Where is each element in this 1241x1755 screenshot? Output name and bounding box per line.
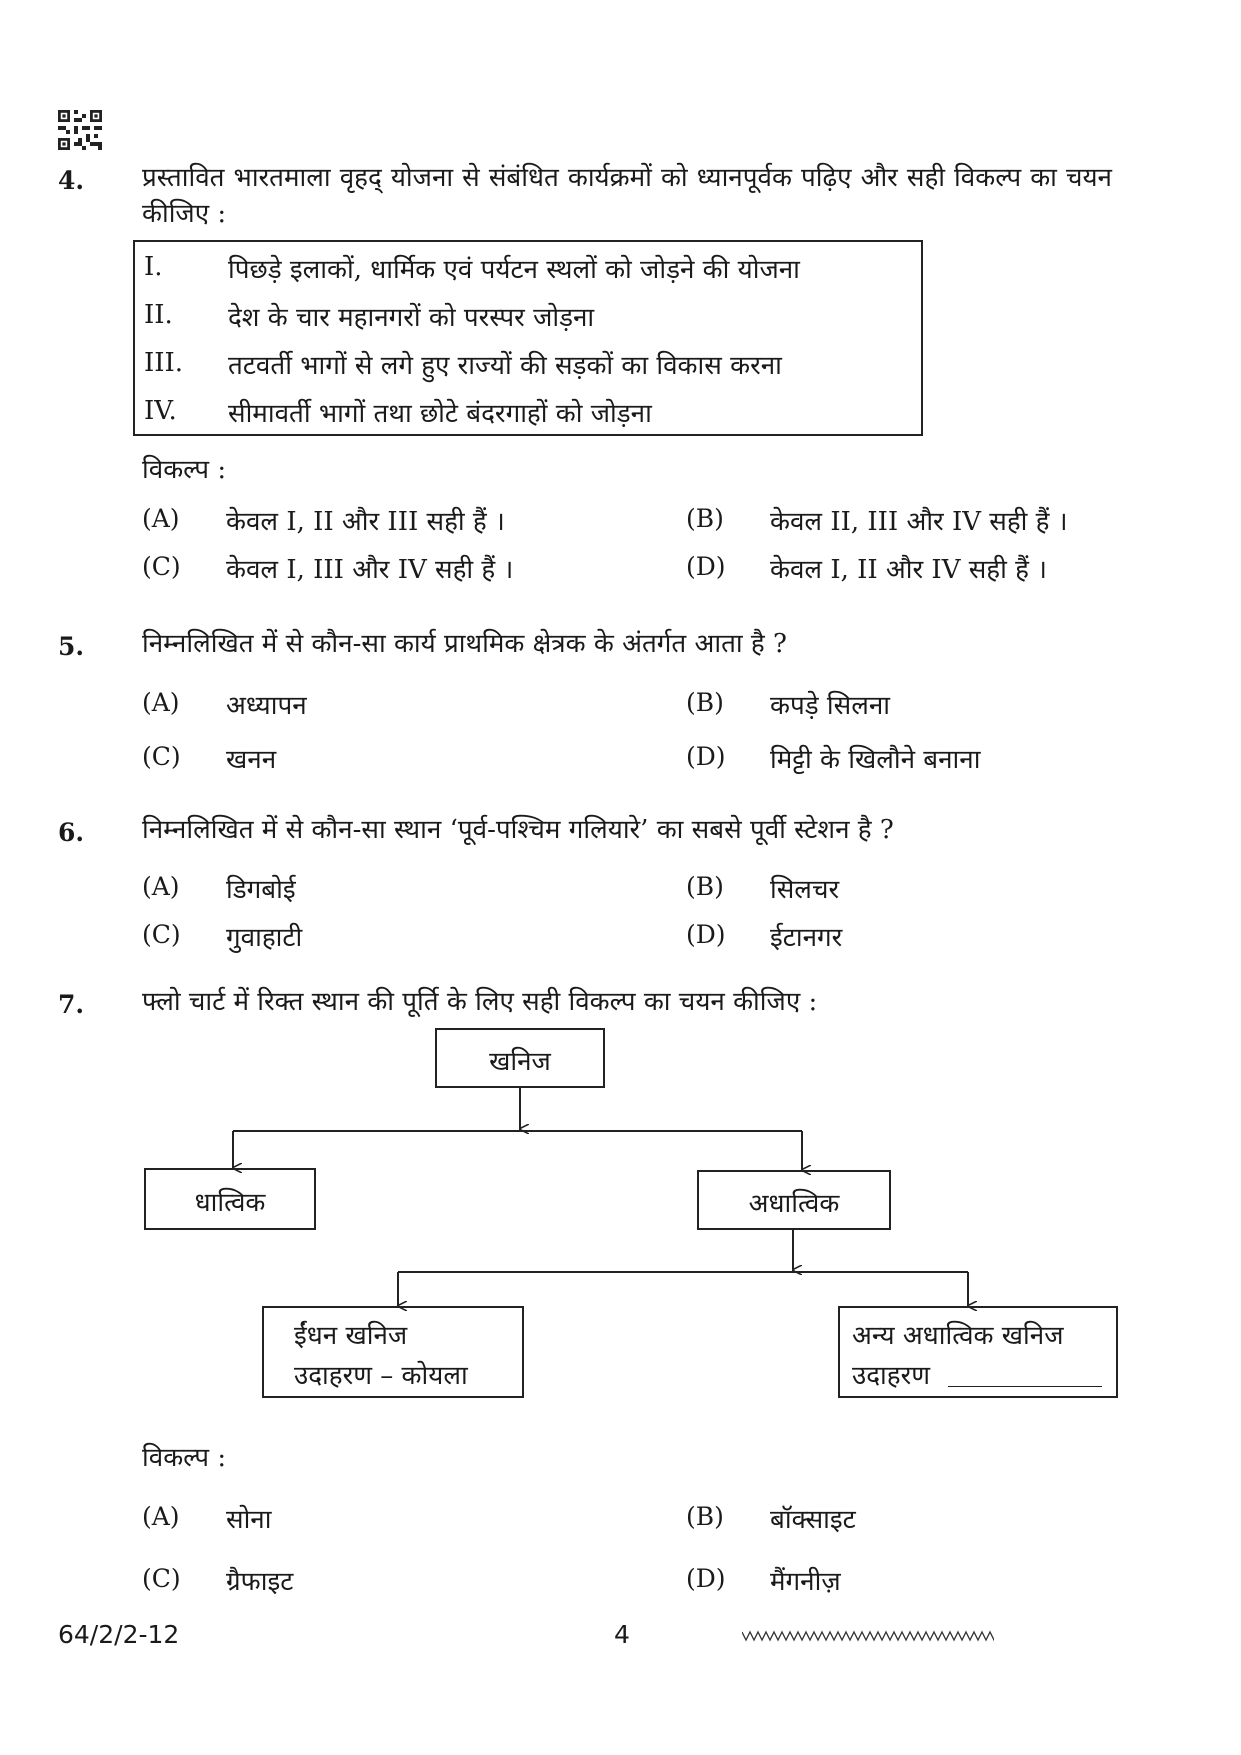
option-text: केवल I, II और III सही हैं ।: [226, 507, 505, 537]
q4-item-num: III.: [144, 348, 184, 378]
option-label: (B): [686, 688, 724, 717]
flow-other-line1: अन्य अधात्विक खनिज: [852, 1321, 1064, 1351]
flow-fuel-mineral-box: [262, 1306, 524, 1398]
flow-root-box: [435, 1028, 605, 1088]
option-text: खनन: [226, 745, 277, 775]
option-text: कपड़े सिलना: [770, 691, 891, 721]
option-label: (D): [686, 742, 726, 771]
q4-options-label: विकल्प :: [142, 455, 227, 485]
flow-fuel-line1: ईंधन खनिज: [294, 1321, 408, 1351]
flow-nonmetallic-label: अधात्विक: [748, 1189, 840, 1219]
option-label: (C): [142, 920, 181, 949]
option-text: ईटानगर: [770, 923, 843, 953]
q6-number: 6.: [58, 818, 85, 847]
flow-metallic-box: [144, 1168, 316, 1230]
q4-item-num: IV.: [144, 396, 177, 426]
option-label: (D): [686, 552, 726, 581]
option-label: (A): [142, 504, 180, 533]
option-text: केवल I, III और IV सही हैं ।: [226, 555, 514, 585]
q4-item-num: I.: [144, 252, 163, 282]
option-text: ग्रैफाइट: [226, 1567, 294, 1597]
paper-code: 64/2/2-12: [58, 1620, 180, 1649]
q5-number: 5.: [58, 632, 85, 661]
q6-text: निम्नलिखित में से कौन-सा स्थान ‘पूर्व-पश्चिम गलियारे’ का सबसे पूर्वी स्टेशन है ?: [142, 815, 894, 845]
q4-item-num: II.: [144, 300, 173, 330]
option-label: (D): [686, 920, 726, 949]
flow-blank-line: [948, 1386, 1102, 1387]
flow-metallic-label: धात्विक: [194, 1188, 266, 1218]
page-number: 4: [614, 1620, 630, 1649]
option-text: अध्यापन: [226, 691, 307, 721]
option-text: गुवाहाटी: [226, 923, 303, 953]
option-text: डिगबोई: [226, 875, 296, 905]
q4-item-text: सीमावर्ती भागों तथा छोटे बंदरगाहों को जोड़ना: [228, 399, 652, 429]
option-text: सिलचर: [770, 875, 840, 905]
q4-number: 4.: [58, 166, 85, 195]
option-label: (A): [142, 1502, 180, 1531]
flow-root-label: खनिज: [489, 1047, 551, 1077]
option-label: (C): [142, 742, 181, 771]
q4-item-text: देश के चार महानगरों को परस्पर जोड़ना: [228, 303, 595, 333]
wave-line-decoration: [742, 1628, 994, 1642]
option-label: (B): [686, 1502, 724, 1531]
q4-text: प्रस्तावित भारतमाला वृहद् योजना से संबंधित कार्यक्रमों को ध्यानपूर्वक पढ़िए और सही विकल्प का चयन कीजिए :: [142, 163, 1112, 229]
option-label: (B): [686, 504, 724, 533]
flow-fuel-line2: उदाहरण – कोयला: [294, 1361, 468, 1391]
option-label: (D): [686, 1564, 726, 1593]
option-text: बॉक्साइट: [770, 1505, 856, 1535]
q4-item-text: पिछड़े इलाकों, धार्मिक एवं पर्यटन स्थलों को जोड़ने की योजना: [228, 255, 800, 285]
option-text: मिट्टी के खिलौने बनाना: [770, 745, 981, 775]
q4-item-text: तटवर्ती भागों से लगे हुए राज्यों की सड़कों का विकास करना: [228, 351, 782, 381]
option-label: (A): [142, 872, 180, 901]
q7-number: 7.: [58, 990, 85, 1019]
flow-other-mineral-box: [838, 1306, 1118, 1398]
q7-options-label: विकल्प :: [142, 1443, 227, 1473]
q7-text: फ्लो चार्ट में रिक्त स्थान की पूर्ति के लिए सही विकल्प का चयन कीजिए :: [142, 987, 818, 1017]
option-label: (C): [142, 552, 181, 581]
flow-nonmetallic-box: [697, 1170, 891, 1230]
option-text: केवल II, III और IV सही हैं ।: [770, 507, 1068, 537]
option-text: मैंगनीज़: [770, 1567, 841, 1597]
q5-text: निम्नलिखित में से कौन-सा कार्य प्राथमिक क्षेत्रक के अंतर्गत आता है ?: [142, 629, 787, 659]
flow-other-line2: उदाहरण: [852, 1361, 931, 1391]
option-label: (B): [686, 872, 724, 901]
option-label: (A): [142, 688, 180, 717]
option-text: केवल I, II और IV सही हैं ।: [770, 555, 1048, 585]
option-text: सोना: [226, 1505, 272, 1535]
option-label: (C): [142, 1564, 181, 1593]
